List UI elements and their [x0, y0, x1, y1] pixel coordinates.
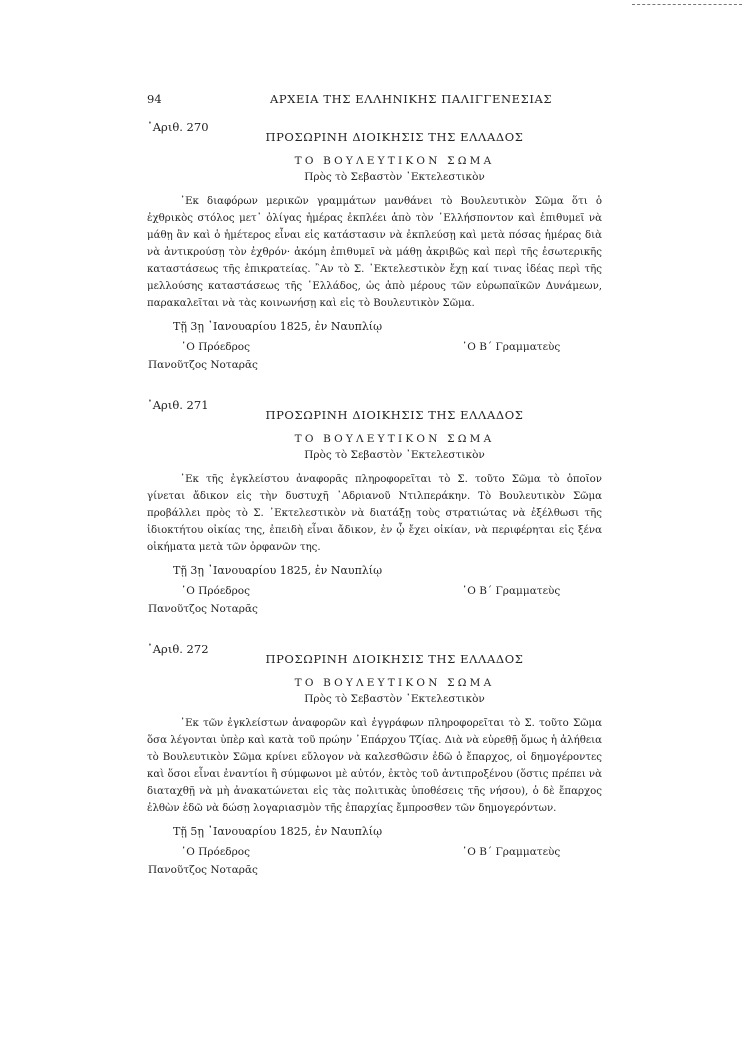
- document-272: [147, 642, 602, 876]
- secretary-title: ῾Ο Β΄ Γραμματεὺς: [462, 341, 561, 353]
- document-number: ᾿Αριθ. 270: [147, 120, 209, 134]
- document-number: ᾿Αριθ. 271: [147, 398, 209, 412]
- issuing-body: ΤΟ ΒΟΥΛΕΥΤΙΚΟΝ ΣΩΜΑ: [294, 155, 495, 167]
- addressee: Πρὸς τὸ Σεβαστὸν ᾿Εκτελεστικὸν: [304, 693, 485, 705]
- date-line: Τῇ 3ῃ ᾿Ιανουαρίου 1825, ἐν Ναυπλίῳ: [173, 564, 383, 577]
- president-title: ῾Ο Πρόεδρος: [181, 585, 250, 597]
- addressee: Πρὸς τὸ Σεβαστὸν ᾿Εκτελεστικὸν: [304, 449, 485, 461]
- document-text: ᾿Εκ τῆς ἐγκλείστου ἀναφορᾶς πληροφορεῖται τὸ Σ. τοῦτο Σῶμα τὸ ὁποῖον γίνεται ἄδικον εἰς τὴν δυστυχῆ ᾿Αδριανοῦ Ντιλπεράκην. Τὸ Βουλευτικὸν Σῶμα προβάλλει πρὸς τὸ Σ. ᾿Εκτελεστικὸν νὰ διατάξῃ τοὺς στρατιώτας νὰ ἐξέλθωσι τῆς ἰδιοκτήτου οἰκίας της, ἐπειδὴ εἶναι ἄδικον, ἐν ᾧ ἔχει οἰκίαν, νὰ περιφέρηται εἰς ξένα οἰκήματα μετὰ τῶν ὀρφανῶν της.: [147, 474, 602, 553]
- secretary-title: ῾Ο Β΄ Γραμματεὺς: [462, 846, 561, 858]
- president-title: ῾Ο Πρόεδρος: [181, 846, 250, 858]
- secretary-title: ῾Ο Β΄ Γραμματεὺς: [462, 585, 561, 597]
- document-heading: ΠΡΟΣΩΡΙΝΗ ΔΙΟΙΚΗΣΙΣ ΤΗΣ ΕΛΛΑΔΟΣ: [265, 130, 524, 144]
- document-text: ᾿Εκ τῶν ἐγκλείστων ἀναφορῶν καὶ ἐγγράφων πληροφορεῖται τὸ Σ. τοῦτο Σῶμα ὅσα λέγονται ὑπὲρ καὶ κατὰ τοῦ πρώην ᾿Επάρχου Τζίας. Διὰ νὰ εὑρεθῇ ὅμως ἡ ἀλήθεια τὸ Βουλευτικὸν Σῶμα κρίνει εὔλογον νὰ καλεσθῶσιν ἐδῶ ὁ ἔπαρχος, οἱ δημογέροντες καὶ ὅσοι εἶναι ἐναντίοι ἢ σύμφωνοι μὲ αὐτόν, ἐκτὸς τοῦ ἀντιπροξένου (ὅστις πρέπει νὰ διαταχθῇ νὰ μὴ ἀνακατώνεται εἰς τὰς πολιτικὰς ὑποθέσεις τῆς νήσου), ὁ δὲ ἔπαρχος ἐλθὼν ἐδῶ νὰ δώσῃ λογαριασμὸν τῆς ἐπαρχίας ἔμπροσθεν τῶν δημογερόντων.: [147, 718, 602, 814]
- document-271: [147, 398, 602, 615]
- date-line: Τῇ 3ῃ ᾿Ιανουαρίου 1825, ἐν Ναυπλίῳ: [173, 320, 383, 333]
- document-heading: ΠΡΟΣΩΡΙΝΗ ΔΙΟΙΚΗΣΙΣ ΤΗΣ ΕΛΛΑΔΟΣ: [265, 408, 524, 422]
- running-title: ΑΡΧΕΙΑ ΤΗΣ ΕΛΛΗΝΙΚΗΣ ΠΑΛΙΓΓΕΝΕΣΙΑΣ: [270, 92, 553, 106]
- signature-row: [147, 585, 602, 602]
- page-number: 94: [147, 92, 162, 106]
- addressee: Πρὸς τὸ Σεβαστὸν ᾿Εκτελεστικὸν: [304, 171, 485, 183]
- document-text: ᾿Εκ διαφόρων μερικῶν γραμμάτων μανθάνει τὸ Βουλευτικὸν Σῶμα ὅτι ὁ ἐχθρικὸς στόλος μετ᾿ ὀλίγας ἡμέρας ἐκπλέει ἀπὸ τὸν ῾Ελλήσποντον καὶ ἐπιθυμεῖ νὰ μάθῃ ἂν καὶ ὁ ἡμέτερος εἶναι εἰς κατάστασιν νὰ ἐκπλεύσῃ καὶ μετὰ πόσας ἡμέρας διὰ νὰ ἀντικρούσῃ τὸν ἐχθρόν· ἀκόμη ἐπιθυμεῖ νὰ μάθῃ ἀκριβῶς καὶ περὶ τῆς ἐσωτερικῆς καταστάσεως τῆς ἐπικρατείας. ῍Αν τὸ Σ. ᾿Εκτελεστικὸν ἔχῃ καί τινας ἰδέας περὶ τῆς μελλούσης καταστάσεως τῆς ῾Ελλάδος, ὡς ἀπὸ μέρους τῶν εὐρωπαϊκῶν Δυνάμεων, παρακαλεῖται νὰ τὰς κοινωνήσῃ καὶ εἰς τὸ Βουλευτικὸν Σῶμα.: [147, 196, 602, 309]
- signature-row: [147, 846, 602, 863]
- president-title: ῾Ο Πρόεδρος: [181, 341, 250, 353]
- issuing-body: ΤΟ ΒΟΥΛΕΥΤΙΚΟΝ ΣΩΜΑ: [294, 433, 495, 445]
- document-heading: ΠΡΟΣΩΡΙΝΗ ΔΙΟΙΚΗΣΙΣ ΤΗΣ ΕΛΛΑΔΟΣ: [265, 652, 524, 666]
- document-number: ᾿Αριθ. 272: [147, 642, 209, 656]
- signature-row: [147, 341, 602, 358]
- document-270: [147, 120, 602, 371]
- president-name: Πανοῦτζος Νοταρᾶς: [148, 603, 258, 615]
- scan-edge-mark: [632, 4, 742, 8]
- president-name: Πανοῦτζος Νοταρᾶς: [148, 359, 258, 371]
- president-name: Πανοῦτζος Νοταρᾶς: [148, 864, 258, 876]
- date-line: Τῇ 5ῃ ᾿Ιανουαρίου 1825, ἐν Ναυπλίῳ: [173, 825, 383, 838]
- issuing-body: ΤΟ ΒΟΥΛΕΥΤΙΚΟΝ ΣΩΜΑ: [294, 677, 495, 689]
